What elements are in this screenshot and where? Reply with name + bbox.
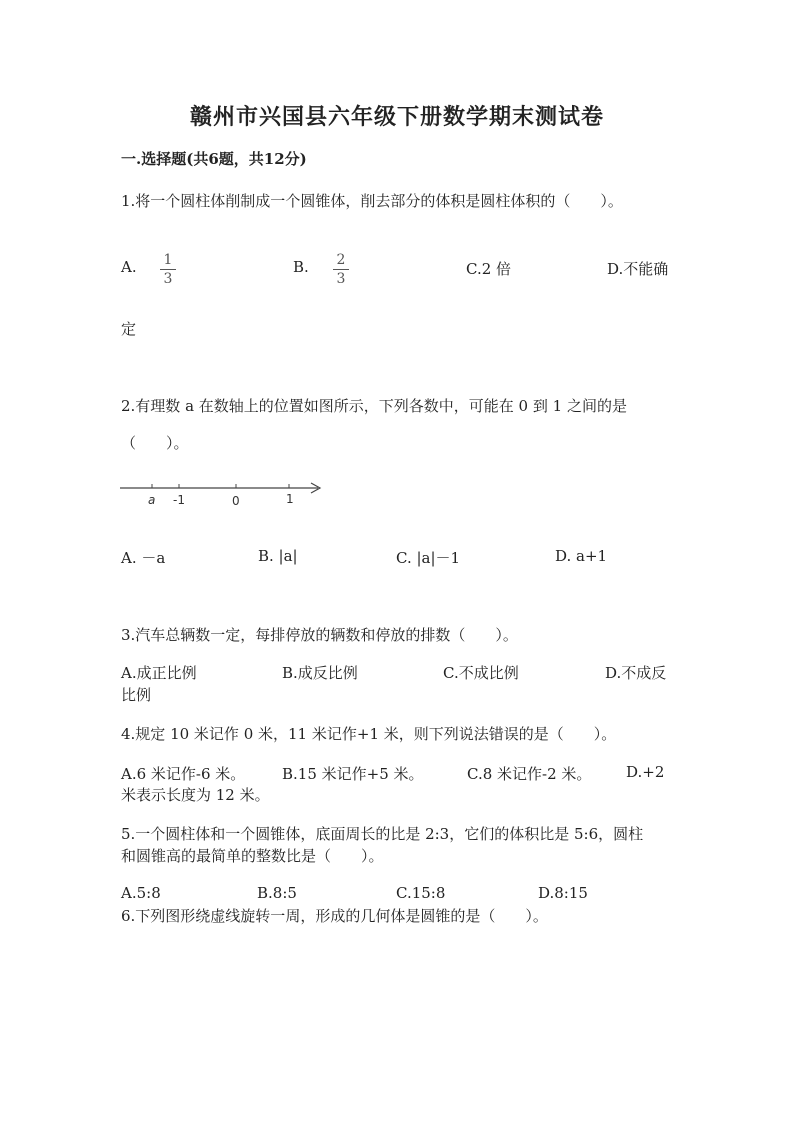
fraction-numerator: 2 [336,252,346,268]
question-6-stem: 6.下列图形绕虚线旋转一周，形成的几何体是圆锥的是（ ）。 [121,907,548,925]
question-2-option-d: D. a+1 [555,547,608,565]
question-4-option-c: C.8 米记作-2 米。 [467,765,592,783]
fraction-denominator: 3 [336,271,346,287]
section-heading: 一.选择题(共6题，共12分) [121,150,307,168]
question-1-option-c: C.2 倍 [466,260,512,278]
question-1-option-a-fraction [160,253,176,286]
page-title: 赣州市兴国县六年级下册数学期末测试卷 [190,104,605,130]
question-5-option-b: B.8:5 [257,884,297,902]
question-4-option-a: A.6 米记作-6 米。 [121,765,246,783]
question-3-option-b: B.成反比例 [282,664,358,682]
fraction-denominator: 3 [163,271,173,287]
question-4-option-d-continued: 米表示长度为 12 米。 [121,786,270,804]
question-4-option-b: B.15 米记作+5 米。 [282,765,424,783]
question-5-option-d: D.8:15 [538,884,588,902]
number-line-figure [118,478,328,514]
question-2-stem-continued: （ ）。 [121,434,189,452]
question-1-option-d: D.不能确 [607,260,669,278]
question-4-option-d: D.+2 [626,763,665,781]
question-1-stem: 1.将一个圆柱体削制成一个圆锥体，削去部分的体积是圆柱体积的（ ）。 [121,192,623,210]
question-3-option-a: A.成正比例 [121,664,197,682]
axis-label-a: a [148,493,156,507]
question-3-option-d-continued: 比例 [121,686,152,704]
question-3-stem: 3.汽车总辆数一定，每排停放的辆数和停放的排数（ ）。 [121,626,518,644]
question-1-option-a-letter: A. [121,258,137,276]
axis-label-neg1: -1 [173,493,185,507]
axis-label-one: 1 [286,492,294,506]
question-4-stem: 4.规定 10 米记作 0 米，11 米记作+1 米，则下列说法错误的是（ ）。 [121,725,617,743]
question-2-option-a: A. －a [121,549,166,567]
question-1-option-b-fraction [333,253,349,286]
question-5-stem: 5.一个圆柱体和一个圆锥体，底面周长的比是 2:3，它们的体积比是 5:6，圆柱 [121,825,644,843]
axis-label-zero: 0 [232,494,240,508]
fraction-bar [160,269,176,270]
fraction-numerator: 1 [163,252,173,268]
question-5-stem-continued: 和圆锥高的最简单的整数比是（ ）。 [121,847,384,865]
question-5-option-a: A.5:8 [121,884,161,902]
fraction-bar [333,269,349,270]
question-2-option-b: B. |a| [258,547,298,565]
question-2-option-c: C. |a|－1 [396,549,461,567]
question-2-stem: 2.有理数 a 在数轴上的位置如图所示，下列各数中，可能在 0 到 1 之间的是 [121,397,627,415]
question-1-option-b-letter: B. [293,258,309,276]
question-3-option-d: D.不成反 [605,664,667,682]
question-3-option-c: C.不成比例 [443,664,519,682]
question-1-option-d-continued: 定 [121,320,137,338]
question-5-option-c: C.15:8 [396,884,446,902]
